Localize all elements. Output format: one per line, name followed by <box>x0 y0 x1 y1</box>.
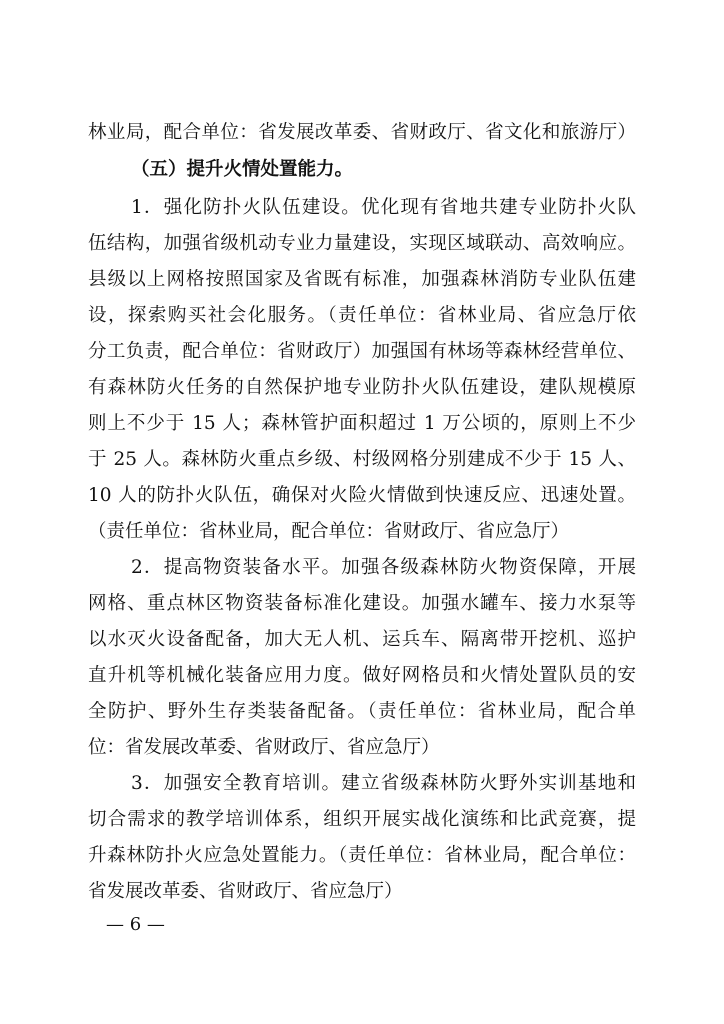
text-line-5: 县级以上网格按照国家及省既有标准，加强森林消防专业队伍建 <box>88 269 636 290</box>
text-line-4: 伍结构，加强省级机动专业力量建设，实现区域联动、高效响应。 <box>88 233 636 254</box>
text-line-17: 全防护、野外生存类装备配备。（责任单位：省林业局，配合单 <box>88 701 636 722</box>
item-1-heading-line: 1．强化防扑火队伍建设。优化现有省地共建专业防扑火队 <box>131 197 636 218</box>
text-line-6: 设，探索购买社会化服务。（责任单位：省林业局、省应急厅依 <box>88 305 636 326</box>
text-line-12: （责任单位：省林业局，配合单位：省财政厅、省应急厅） <box>88 521 570 542</box>
text-line-16: 直升机等机械化装备应用力度。做好网格员和火情处置队员的安 <box>88 665 636 686</box>
text-line-11: 10 人的防扑火队伍，确保对火险火情做到快速反应、迅速处置。 <box>88 485 636 506</box>
text-line-9: 则上不少于 15 人；森林管护面积超过 1 万公顷的，原则上不少 <box>88 413 636 434</box>
text-line-1: 林业局，配合单位：省发展改革委、省财政厅、省文化和旅游厅） <box>88 122 636 143</box>
item-3-heading-line: 3．加强安全教育培训。建立省级森林防火野外实训基地和 <box>131 773 636 794</box>
text-line-18: 位：省发展改革委、省财政厅、省应急厅） <box>88 737 440 758</box>
text-line-7: 分工负责，配合单位：省财政厅）加强国有林场等森林经营单位、 <box>88 341 636 362</box>
text-line-8: 有森林防火任务的自然保护地专业防扑火队伍建设，建队规模原 <box>88 377 636 398</box>
text-line-22: 省发展改革委、省财政厅、省应急厅） <box>88 881 403 902</box>
text-line-15: 以水灭火设备配备，加大无人机、运兵车、隔离带开挖机、巡护 <box>88 629 636 650</box>
item-2-heading-line: 2．提高物资装备水平。加强各级森林防火物资保障，开展 <box>131 557 636 578</box>
page-number: — 6 — <box>106 914 165 935</box>
text-line-20: 切合需求的教学培训体系，组织开展实战化演练和比武竞赛，提 <box>88 809 636 830</box>
text-line-10: 于 25 人。森林防火重点乡级、村级网格分别建成不少于 15 人、 <box>88 449 636 470</box>
text-line-14: 网格、重点林区物资装备标准化建设。加强水罐车、接力水泵等 <box>88 593 636 614</box>
section-heading-5: （五）提升火情处置能力。 <box>131 159 354 180</box>
text-line-21: 升森林防扑火应急处置能力。（责任单位：省林业局，配合单位： <box>88 845 636 866</box>
